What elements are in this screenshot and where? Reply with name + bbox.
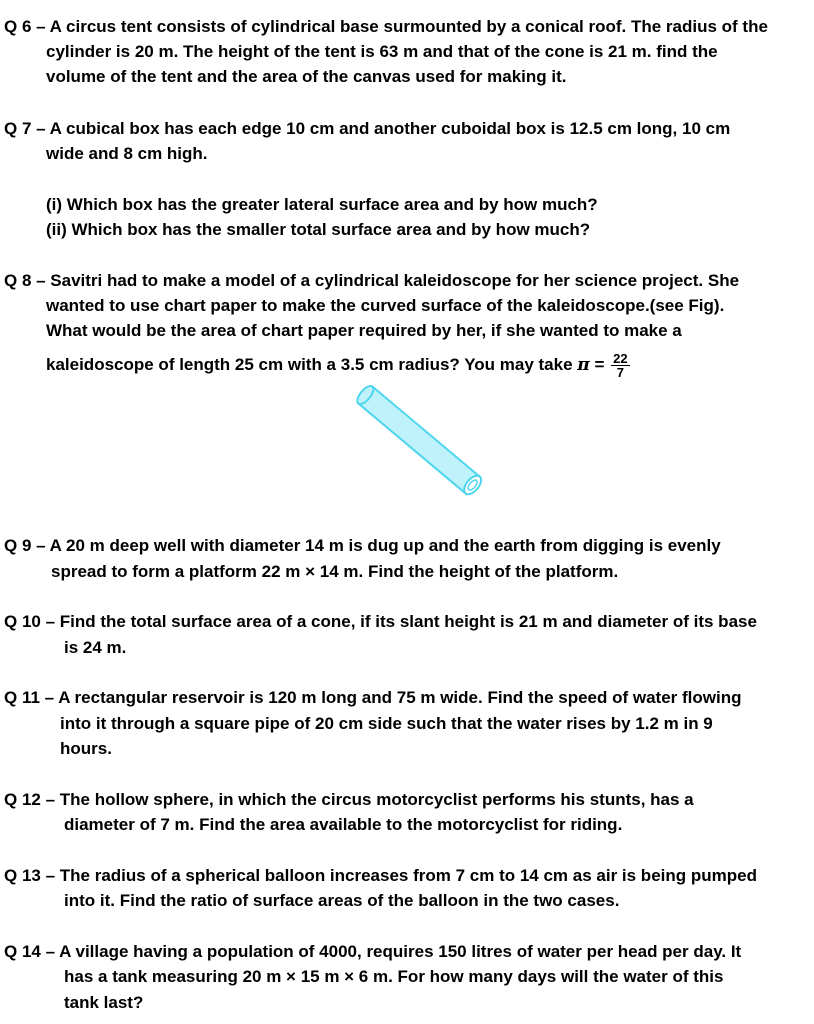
question-7-part-i: (i) Which box has the greater lateral surface area and by how much? xyxy=(46,195,598,214)
question-6-line-3: volume of the tent and the area of the canvas used for making it. xyxy=(46,67,567,86)
fraction-denominator: 7 xyxy=(616,365,624,380)
question-14-line-2: has a tank measuring 20 m × 15 m × 6 m. For how many days will the water of this xyxy=(64,967,724,986)
question-8-line-3: What would be the area of chart paper required by her, if she wanted to make a xyxy=(46,321,682,340)
question-7-line-2: wide and 8 cm high. xyxy=(46,144,208,163)
question-10-line-1: Q 10 – Find the total surface area of a cone, if its slant height is 21 m and diameter of its base xyxy=(4,612,757,631)
question-6-line-2: cylinder is 20 m. The height of the tent is 63 m and that of the cone is 21 m. find the xyxy=(46,42,718,61)
question-10-line-2: is 24 m. xyxy=(64,638,127,657)
equals-sign: = xyxy=(594,354,605,374)
kaleidoscope-figure xyxy=(355,378,485,503)
question-8-line-2: wanted to use chart paper to make the curved surface of the kaleidoscope.(see Fig). xyxy=(46,296,725,315)
pi-symbol: π xyxy=(577,354,590,375)
fraction-numerator: 22 xyxy=(613,351,628,366)
question-14-line-1: Q 14 – A village having a population of 4000, requires 150 litres of water per head per day. It xyxy=(4,942,742,961)
question-11-line-1: Q 11 – A rectangular reservoir is 120 m long and 75 m wide. Find the speed of water flowing xyxy=(4,688,742,707)
question-12-line-2: diameter of 7 m. Find the area available to the motorcyclist for riding. xyxy=(64,815,623,834)
question-8-line-4 xyxy=(46,352,630,379)
question-12-line-1: Q 12 – The hollow sphere, in which the circus motorcyclist performs his stunts, has a xyxy=(4,790,694,809)
question-9-line-2: spread to form a platform 22 m × 14 m. Find the height of the platform. xyxy=(51,562,619,581)
question-14-line-3: tank last? xyxy=(64,993,144,1012)
question-9-line-1: Q 9 – A 20 m deep well with diameter 14 m is dug up and the earth from digging is evenly xyxy=(4,536,721,555)
question-7-line-1: Q 7 – A cubical box has each edge 10 cm and another cuboidal box is 12.5 cm long, 10 cm xyxy=(4,119,731,138)
question-13-line-1: Q 13 – The radius of a spherical balloon increases from 7 cm to 14 cm as air is being pumped xyxy=(4,866,757,885)
question-13-line-2: into it. Find the ratio of surface areas of the balloon in the two cases. xyxy=(64,891,620,910)
kaleidoscope-body xyxy=(358,387,479,494)
question-8-line-4-text: kaleidoscope of length 25 cm with a 3.5 cm radius? You may take xyxy=(46,354,573,374)
question-11-line-2: into it through a square pipe of 20 cm side such that the water rises by 1.2 m in 9 xyxy=(60,714,713,733)
question-11-line-3: hours. xyxy=(60,739,112,758)
fraction-22-over-7 xyxy=(611,352,629,379)
question-6-line-1: Q 6 – A circus tent consists of cylindrical base surmounted by a conical roof. The radius of the xyxy=(4,17,768,36)
question-8-line-1: Q 8 – Savitri had to make a model of a cylindrical kaleidoscope for her science project. She xyxy=(4,271,740,290)
question-7-part-ii: (ii) Which box has the smaller total surface area and by how much? xyxy=(46,220,591,239)
